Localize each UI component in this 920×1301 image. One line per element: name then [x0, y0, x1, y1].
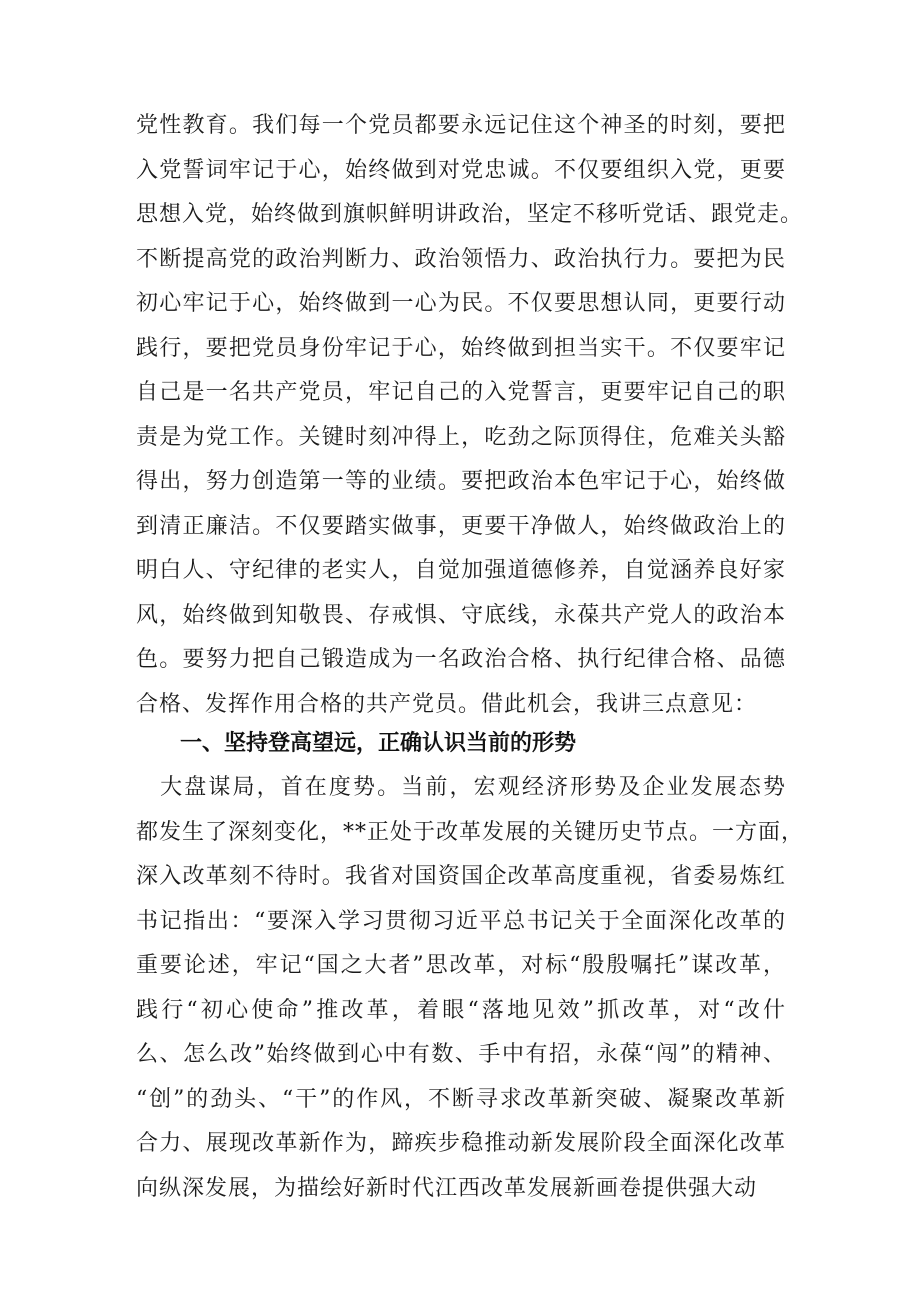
text-line: 思想入党，始终做到旗帜鲜明讲政治，坚定不移听党话、跟党走。 [136, 202, 804, 227]
text-line: “创”的劲头、“干”的作风，不断寻求改革新突破、凝聚改革新 [136, 1086, 786, 1112]
text-line: 到清正廉洁。不仅要踏实做事，更要干净做人，始终做政治上的 [136, 513, 786, 539]
paragraph-1 [136, 104, 804, 727]
text-line: 合力、展现改革新作为，蹄疾步稳推动新发展阶段全面深化改革 [136, 1131, 786, 1156]
text-line: 践行“初心使命”推改革，着眼“落地见效”抓改革，对“改什 [136, 997, 786, 1023]
text-line: 向纵深发展，为描绘好新时代江西改革发展新画卷提供强大动 [136, 1175, 758, 1201]
text-line: 都发生了深刻变化，**正处于改革发展的关键历史节点。一方面， [136, 819, 805, 845]
section-heading: 一、坚持登高望远，正确认识当前的形势 [180, 731, 577, 756]
text-line: 党性教育。我们每一个党员都要永远记住这个神圣的时刻，要把 [136, 113, 786, 138]
text-line: 得出，努力创造第一等的业绩。要把政治本色牢记于心，始终做 [136, 469, 786, 494]
text-line: 书记指出：“要深入学习贯彻习近平总书记关于全面深化改革的 [136, 908, 786, 934]
text-line: 践行，要把党员身份牢记于心，始终做到担当实干。不仅要牢记 [136, 335, 786, 361]
text-line: 深入改革刻不待时。我省对国资国企改革高度重视，省委易炼红 [136, 864, 786, 889]
text-line: 么、怎么改”始终做到心中有数、手中有招，永葆“闯”的精神、 [136, 1042, 786, 1067]
text-line: 大盘谋局，首在度势。当前，宏观经济形势及企业发展态势 [136, 775, 786, 800]
text-line: 合格、发挥作用合格的共产党员。借此机会，我讲三点意见： [136, 691, 758, 717]
text-line: 初心牢记于心，始终做到一心为民。不仅要思想认同，更要行动 [136, 291, 786, 316]
text-line: 明白人、守纪律的老实人，自觉加强道德修养，自觉涵养良好家 [136, 558, 786, 583]
text-line: 自己是一名共产党员，牢记自己的入党誓言，更要牢记自己的职 [136, 380, 786, 405]
text-line: 入党誓词牢记于心，始终做到对党忠诚。不仅要组织入党，更要 [136, 157, 786, 183]
text-line: 风，始终做到知敬畏、存戒惧、守底线，永葆共产党人的政治本 [136, 602, 786, 628]
text-line: 重要论述，牢记“国之大者”思改革，对标“殷殷嘱托”谋改革， [136, 953, 786, 978]
text-line: 责是为党工作。关键时刻冲得上，吃劲之际顶得住，危难关头豁 [136, 424, 786, 450]
paragraph-2 [136, 766, 805, 1211]
text-line: 不断提高党的政治判断力、政治领悟力、政治执行力。要把为民 [136, 246, 786, 272]
text-line: 色。要努力把自己锻造成为一名政治合格、执行纪律合格、品德 [136, 647, 786, 672]
